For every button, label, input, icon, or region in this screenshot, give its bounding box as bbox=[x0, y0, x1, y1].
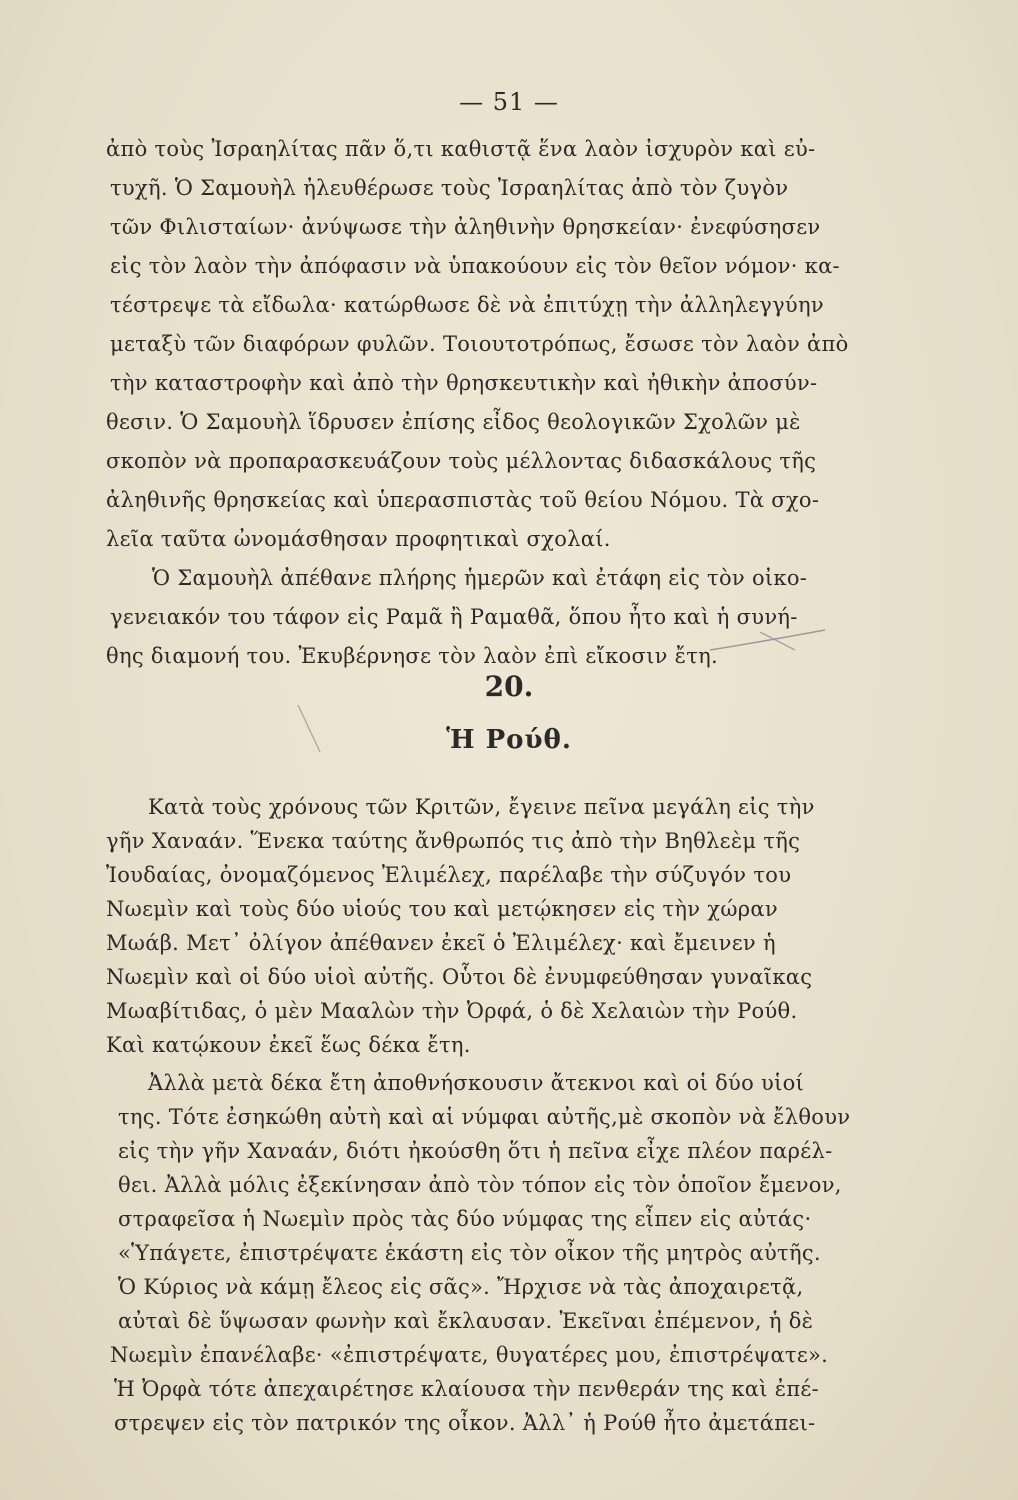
text-line: Ἰουδαίας, ὀνομαζόμενος Ἐλιμέλεχ, παρέλαβε τὴν σύζυγόν του bbox=[106, 863, 792, 887]
text-line: αὐταὶ δὲ ὕψωσαν φωνὴν καὶ ἔκλαυσαν. Ἐκεῖναι ἐπέμενον, ἡ δὲ bbox=[118, 1309, 814, 1333]
page-number: — 51 — bbox=[459, 88, 559, 116]
text-line: Μωαβίτιδας, ὁ μὲν Μααλὼν τὴν Ὀρφά, ὁ δὲ Χελαιὼν τὴν Ρούθ. bbox=[106, 999, 798, 1023]
pencil-mark bbox=[700, 620, 840, 660]
text-line: Ἀλλὰ μετὰ δέκα ἔτη ἀποθνήσκουσιν ἄτεκνοι καὶ οἱ δύο υἱοί bbox=[148, 1071, 805, 1095]
text-line: τῶν Φιλισταίων· ἀνύψωσε τὴν ἀληθινὴν θρησκείαν· ἐνεφύσησεν bbox=[110, 215, 821, 239]
text-line: τέστρεψε τὰ εἴδωλα· κατώρθωσε δὲ νὰ ἐπιτύχῃ τὴν ἀλληλεγγύην bbox=[110, 293, 824, 317]
text-line: Ἡ Ὀρφὰ τότε ἀπεχαιρέτησε κλαίουσα τὴν πενθεράν της καὶ ἐπέ- bbox=[114, 1377, 820, 1401]
chapter-number: 20. bbox=[484, 670, 534, 703]
text-line: στρεψεν εἰς τὸν πατρικόν της οἶκον. Ἀλλ᾽ ἡ Ρούθ ἦτο ἀμετάπει- bbox=[114, 1411, 816, 1435]
text-line: θεσιν. Ὁ Σαμουὴλ ἵδρυσεν ἐπίσης εἶδος θεολογικῶν Σχολῶν μὲ bbox=[106, 410, 801, 434]
chapter-title: Ἡ Ρούθ. bbox=[446, 725, 572, 755]
text-line: «Ὑπάγετε, ἐπιστρέψατε ἑκάστη εἰς τὸν οἶκον τῆς μητρὸς αὐτῆς. bbox=[118, 1241, 821, 1265]
text-line: τὴν καταστροφὴν καὶ ἀπὸ τὴν θρησκευτικὴν καὶ ἠθικὴν ἀποσύν- bbox=[110, 371, 818, 395]
text-line: εἰς τὸν λαὸν τὴν ἀπόφασιν νὰ ὑπακούουν εἰς τὸν θεῖον νόμον· κα- bbox=[110, 254, 840, 278]
text-line: λεῖα ταῦτα ὠνομάσθησαν προφητικαὶ σχολαί. bbox=[106, 527, 611, 551]
text-line: Καὶ κατῴκουν ἐκεῖ ἕως δέκα ἔτη. bbox=[106, 1033, 471, 1057]
text-line: Κατὰ τοὺς χρόνους τῶν Κριτῶν, ἔγεινε πεῖνα μεγάλη εἰς τὴν bbox=[148, 795, 815, 819]
text-line: τυχῆ. Ὁ Σαμουὴλ ἠλευθέρωσε τοὺς Ἰσραηλίτας ἀπὸ τὸν ζυγὸν bbox=[110, 176, 789, 200]
text-line: ἀπὸ τοὺς Ἰσραηλίτας πᾶν ὅ,τι καθιστᾷ ἕνα λαὸν ἰσχυρὸν καὶ εὐ- bbox=[106, 137, 816, 161]
text-line: σκοπὸν νὰ προπαρασκευάζουν τοὺς μέλλοντας διδασκάλους τῆς bbox=[106, 449, 817, 473]
text-line: της. Τότε ἐσηκώθη αὐτὴ καὶ αἱ νύμφαι αὐτῆς,μὲ σκοπὸν νὰ ἔλθουν bbox=[118, 1105, 851, 1129]
text-line: ἀληθινῆς θρησκείας καὶ ὑπερασπιστὰς τοῦ θείου Νόμου. Τὰ σχο- bbox=[106, 488, 820, 512]
text-line: Ὁ Σαμουὴλ ἀπέθανε πλήρης ἡμερῶν καὶ ἐτάφη εἰς τὸν οἰκο- bbox=[152, 566, 808, 590]
text-line: γενειακόν του τάφον εἰς Ραμᾶ ἢ Ραμαθᾶ, ὅπου ἦτο καὶ ἡ συνή- bbox=[110, 605, 798, 629]
text-line: μεταξὺ τῶν διαφόρων φυλῶν. Τοιουτοτρόπως, ἔσωσε τὸν λαὸν ἀπὸ bbox=[110, 332, 849, 356]
text-line: εἰς τὴν γῆν Χαναάν, διότι ἠκούσθη ὅτι ἡ πεῖνα εἶχε πλέον παρέλ- bbox=[118, 1139, 833, 1163]
text-line: γῆν Χαναάν. Ἕνεκα ταύτης ἄνθρωπός τις ἀπὸ τὴν Βηθλεὲμ τῆς bbox=[106, 829, 801, 853]
text-line: Ὁ Κύριος νὰ κάμῃ ἔλεος εἰς σᾶς». Ἤρχισε νὰ τὰς ἀποχαιρετᾷ, bbox=[118, 1275, 804, 1299]
text-line: θει. Ἀλλὰ μόλις ἐξεκίνησαν ἀπὸ τὸν τόπον εἰς τὸν ὁποῖον ἔμενον, bbox=[118, 1173, 842, 1197]
text-line: Νωεμὶν ἐπανέλαβε· «ἐπιστρέψατε, θυγατέρες μου, ἐπιστρέψατε». bbox=[110, 1343, 829, 1367]
text-line: Νωεμὶν καὶ οἱ δύο υἱοὶ αὐτῆς. Οὗτοι δὲ ἐνυμφεύθησαν γυναῖκας bbox=[106, 965, 813, 989]
text-line: θης διαμονή του. Ἐκυβέρνησε τὸν λαὸν ἐπὶ εἴκοσιν ἔτη. bbox=[106, 644, 719, 668]
text-line: στραφεῖσα ἡ Νωεμὶν πρὸς τὰς δύο νύμφας της εἶπεν εἰς αὐτάς· bbox=[118, 1207, 812, 1231]
text-line: Νωεμὶν καὶ τοὺς δύο υἱούς του καὶ μετῴκησεν εἰς τὴν χώραν bbox=[106, 897, 778, 921]
text-line: Μωάβ. Μετ᾽ ὀλίγον ἀπέθανεν ἐκεῖ ὁ Ἐλιμέλεχ· καὶ ἔμεινεν ἡ bbox=[106, 931, 776, 955]
